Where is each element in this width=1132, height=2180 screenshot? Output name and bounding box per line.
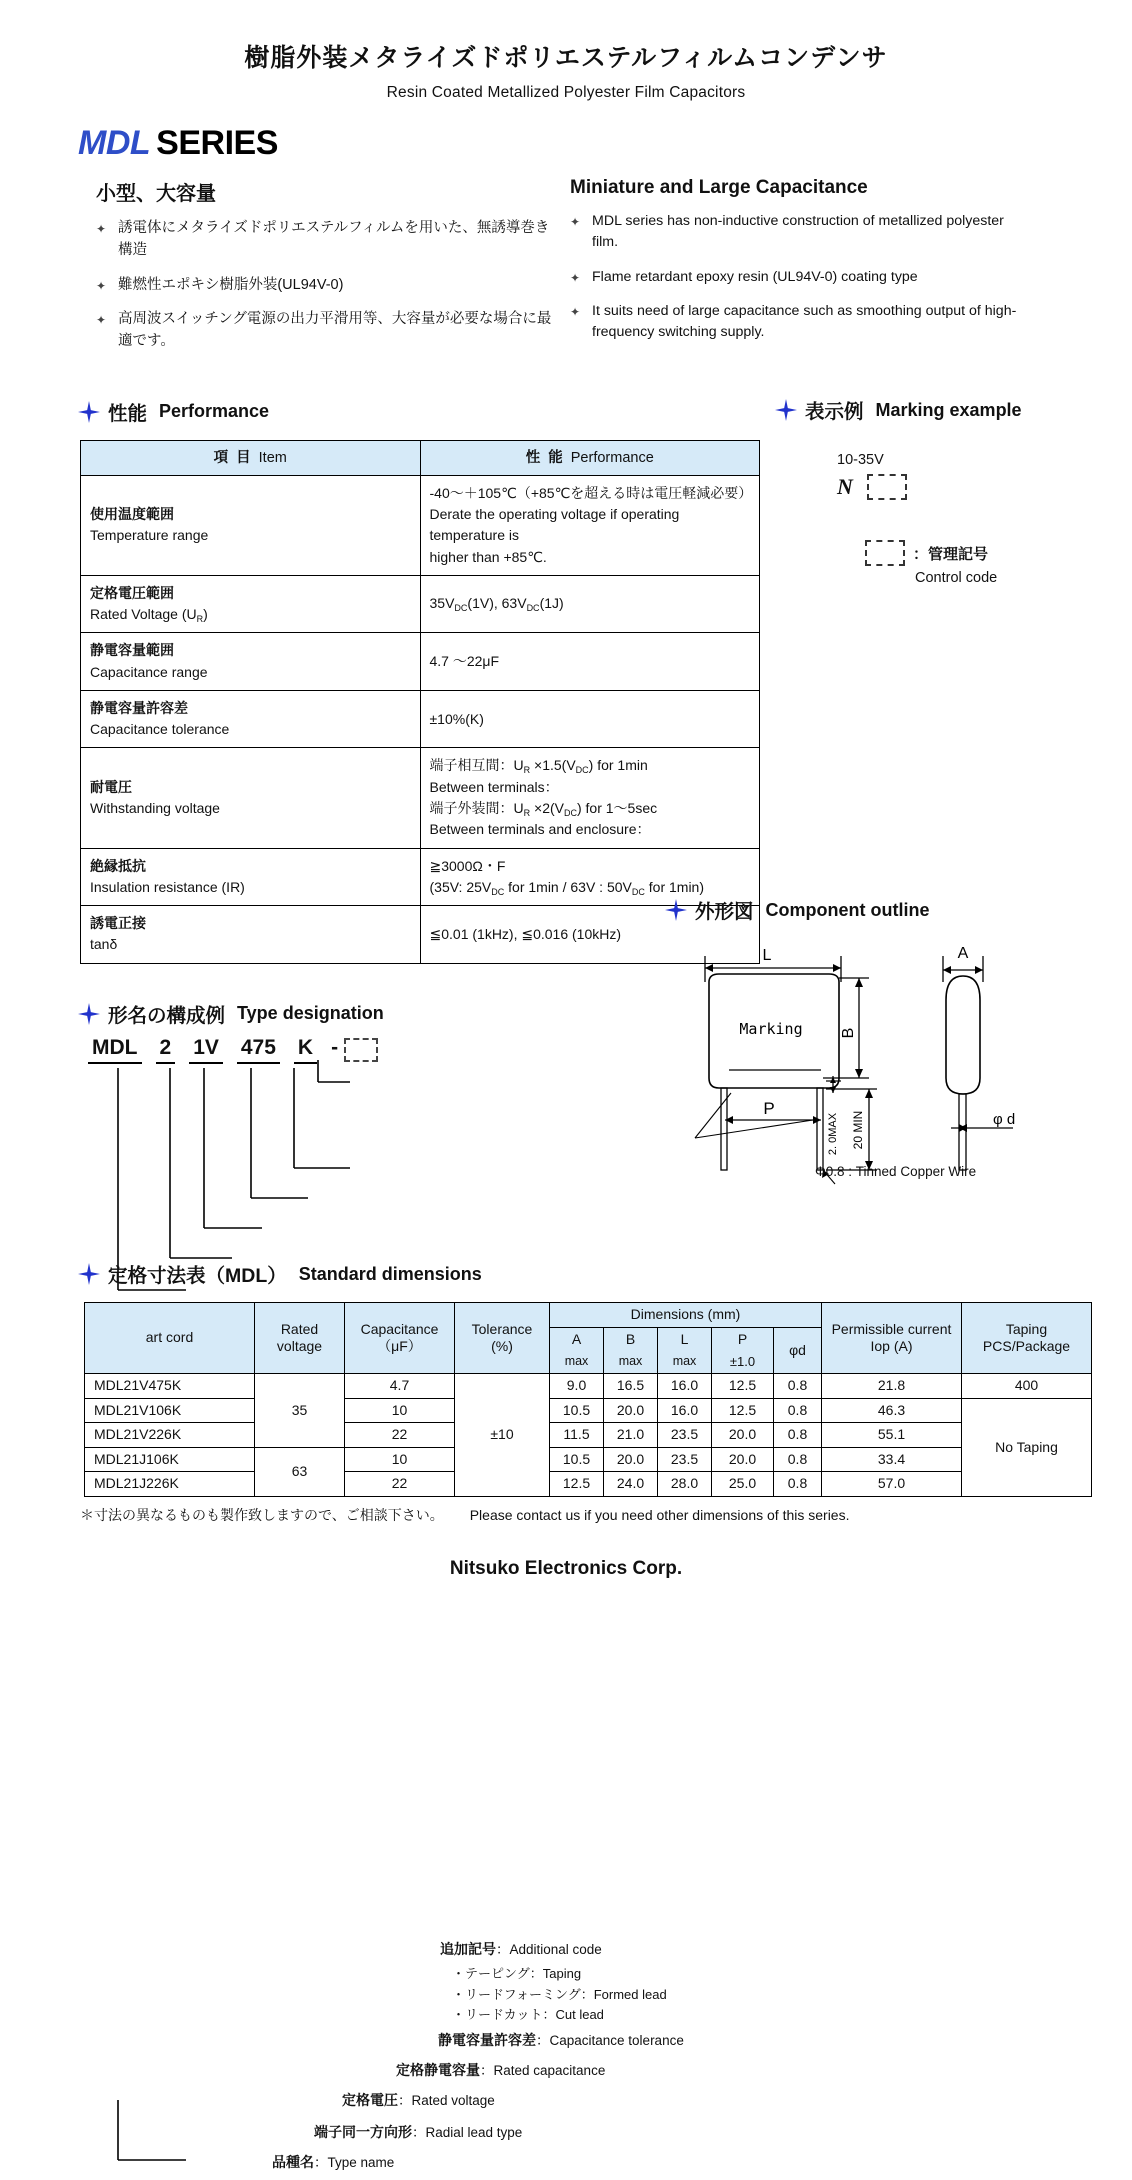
list-item [570,267,1030,288]
row-item [81,748,421,848]
row-item-en: Insulation resistance (IR) [90,878,245,895]
performance-table [80,440,760,964]
type-label-radial-lead [314,2121,522,2142]
cell-taping: 400 [962,1374,1092,1399]
dimensions-note [80,1505,1132,1525]
intro-section [0,177,1132,366]
marking-legend-jp: ：管理記号 [913,545,989,563]
marking-voltage-label: 10-35V [837,452,884,468]
row-value-line: 端子外装間：$U_R \times 2(V_{DC})$ for 1〜5sec [429,799,658,818]
row-value [420,748,760,848]
row-value [420,575,760,633]
row-item-jp: 絶縁抵抗 [90,857,146,874]
type-label-jp: 端子同一方向形 [314,2123,412,2140]
type-sub-cut-lead: ・リードカット：Cut lead [452,2006,604,2022]
code-segment-lead-type: 2 [156,1036,176,1064]
cell-art-cord: MDL21V106K [85,1398,255,1423]
svg-text:2. 0MAX: 2. 0MAX [827,1112,839,1156]
type-label-sep: ： [314,2154,328,2170]
standard-dimensions-table [84,1302,1092,1497]
component-outline-heading [665,896,1093,924]
col-performance-en: Performance [570,449,654,466]
col-capacitance [345,1303,455,1374]
bullet-text: 高周波スイッチング電源の出力平滑用等、大容量が必要な場合に最適です。 [118,311,552,349]
col-rated-voltage-l1: Rated [280,1320,319,1337]
footer-company: Nitsuko Electronics Corp. [449,1558,683,1579]
list-item [96,275,560,297]
row-value-line: ≧3000Ω・F [429,857,506,874]
svg-text:φ d: φ d [993,1111,1016,1128]
cell-B: 20.0 [604,1398,658,1423]
cell-phi-d: 0.8 [774,1398,822,1423]
row-item-en: Rated Voltage $(U_R)$ [90,606,208,625]
row-value-line: 4.7 〜22μF [429,653,500,669]
marking-example-section [775,396,1115,586]
cell-iop: 46.3 [822,1398,962,1423]
row-value-line: $35V_{DC}(1V)$, $63V_{DC}(1J)$ [429,595,564,614]
col-item-en: Item [258,449,287,466]
marking-control-code-box [867,474,907,500]
row-item-en: Withstanding voltage [90,799,220,816]
col-B: B [604,1327,658,1351]
series-title [78,124,1132,163]
cell-L: 16.0 [658,1398,712,1423]
svg-text:B: B [840,1027,857,1039]
list-item [96,309,560,353]
col-taping-l2: PCS/Package [982,1338,1071,1355]
intro-bullets-en [570,211,1030,343]
performance-heading-en: Performance [159,401,270,422]
list-item [570,301,1030,344]
code-dash: - [331,1035,339,1059]
table-row [81,906,760,964]
cell-P: 12.5 [712,1398,774,1423]
type-designation-heading-en: Type designation [237,1003,384,1024]
component-outline-drawing [663,938,1083,1188]
col-tolerance-l2: (%) [491,1338,513,1355]
cell-L: 16.0 [658,1374,712,1399]
col-A: A [550,1327,604,1351]
row-item-jp: 使用温度範囲 [90,506,174,523]
cell-B: 20.0 [604,1447,658,1472]
row-value-line: ≦0.01 (1kHz), ≦0.016 (10kHz) [429,925,622,942]
cell-P: 12.5 [712,1374,774,1399]
table-header-row [85,1303,1092,1328]
cell-tolerance: ±10 [455,1374,550,1497]
col-taping-l1: Taping [1005,1320,1048,1337]
col-P-sub: ±1.0 [712,1351,774,1374]
cell-L: 23.5 [658,1447,712,1472]
intro-bullets-jp [96,218,560,353]
cell-art-cord: MDL21J226K [85,1472,255,1497]
cell-rated-voltage-35: 35 [255,1374,345,1448]
type-label-en: Radial lead type [425,2124,523,2140]
cell-capacitance: 4.7 [345,1374,455,1399]
cell-iop: 33.4 [822,1447,962,1472]
cell-art-cord: MDL21J106K [85,1447,255,1472]
type-leader-bottom [100,2100,300,2180]
type-label-en: Capacitance tolerance [549,2032,684,2048]
row-item-en: tanδ [90,936,118,953]
marking-legend-en: Control code [915,570,998,586]
col-tolerance [455,1303,550,1374]
cell-B: 16.5 [604,1374,658,1399]
table-row [81,848,760,906]
row-value [420,475,760,575]
row-item-jp: 静電容量許容差 [90,699,188,716]
star-icon [775,399,797,421]
row-item [81,633,421,691]
table-row [81,690,760,748]
col-current-l1: Permissible current [831,1320,952,1337]
type-label-en: Type name [327,2154,395,2170]
page-title-jp: 樹脂外装メタライズドポリエステルフィルムコンデンサ [244,44,888,72]
cell-iop: 55.1 [822,1423,962,1448]
table-row [81,575,760,633]
code-segment-type-name: MDL [88,1036,142,1064]
bullet-arrow-icon: ✦ [96,278,107,293]
table-row [85,1398,1092,1423]
col-L: L [658,1327,712,1351]
col-item [81,440,421,475]
cell-iop: 57.0 [822,1472,962,1497]
row-value-line: Between terminals： [429,778,559,795]
table-header-row [81,440,760,475]
col-current-l2: Iop (A) [870,1338,913,1355]
table-row [81,633,760,691]
row-item-en: Capacitance tolerance [90,721,230,738]
cell-phi-d: 0.8 [774,1374,822,1399]
page-title-en: Resin Coated Metallized Polyester Film Capacitors [386,84,746,101]
cell-P: 25.0 [712,1472,774,1497]
type-label-jp: 静電容量許容差 [438,2031,536,2048]
intro-japanese [0,177,560,366]
row-value [420,690,760,748]
marking-code-letter: N [837,474,853,499]
row-item [81,575,421,633]
row-item-jp: 定格電圧範囲 [90,584,174,601]
standard-dimensions-section [0,1260,1132,1525]
bullet-text: Flame retardant epoxy resin (UL94V-0) coating type [592,268,918,285]
marking-heading-en: Marking example [875,399,1022,420]
type-label-sep: ： [398,2092,412,2108]
svg-text:Marking: Marking [739,1020,803,1038]
row-value-line: higher than +85℃. [429,548,547,565]
cell-A: 11.5 [550,1423,604,1448]
col-art-cord: art cord [85,1303,255,1374]
bullet-text: 難燃性エポキシ樹脂外装(UL94V-0) [118,276,344,293]
cell-phi-d: 0.8 [774,1423,822,1448]
type-sub-taping: ・テーピング：Taping [452,1965,582,1981]
cell-B: 21.0 [604,1423,658,1448]
type-label-sep: ： [496,1941,510,1957]
cell-art-cord: MDL21V226K [85,1423,255,1448]
component-outline-heading-jp: 外形図 [695,901,754,923]
type-label-sep: ： [412,2124,426,2140]
row-value-line: ±10%(K) [429,710,484,727]
marking-heading [775,396,1115,424]
col-A-sub: max [550,1351,604,1374]
bullet-arrow-icon: ✦ [570,215,581,229]
table-row [81,748,760,848]
table-row [81,475,760,575]
cell-capacitance: 10 [345,1447,455,1472]
type-label-en: Rated capacitance [493,2062,606,2078]
col-capacitance-l2: （μF） [377,1338,422,1355]
col-performance-jp: 性 能 [525,449,565,466]
type-sub-formed-lead: ・リードフォーミング：Formed lead [452,1986,667,2002]
type-label-rated-voltage [342,2089,495,2110]
type-label-en: Rated voltage [411,2092,495,2108]
table-row [85,1472,1092,1497]
row-value [420,633,760,691]
svg-text:20 MIN: 20 MIN [851,1110,865,1150]
cell-art-cord: MDL21V475K [85,1374,255,1399]
dimensions-note-jp: ＊寸法の異なるものも製作致しますので、ご相談下さい。 [80,1506,444,1523]
cell-rated-voltage-63: 63 [255,1447,345,1496]
component-outline-heading-en: Component outline [765,899,930,920]
cell-A: 10.5 [550,1447,604,1472]
list-item [570,211,1030,254]
col-tolerance-l1: Tolerance [471,1320,533,1337]
outline-wire-note: Φ0.8 : Tinned Copper Wire [815,1164,977,1179]
table-row [85,1447,1092,1472]
cell-capacitance: 10 [345,1398,455,1423]
col-capacitance-l1: Capacitance [360,1320,439,1337]
standard-dimensions-heading-en: Standard dimensions [298,1263,482,1284]
star-icon [665,899,687,921]
col-B-sub: max [604,1351,658,1374]
col-rated-voltage [255,1303,345,1374]
row-value-line: Between terminals and enclosure： [429,821,651,838]
col-rated-voltage-l2: voltage [276,1338,323,1355]
row-value-line: -40〜＋105℃（+85℃を超える時は電圧軽減必要） [429,484,753,501]
cell-iop: 21.8 [822,1374,962,1399]
marking-heading-jp: 表示例 [805,401,864,423]
bullet-text: 誘電体にメタライズドポリエステルフィルムを用いた、無誘導巻き構造 [118,220,550,258]
row-item-en: Temperature range [90,527,209,544]
type-label-sep: ： [480,2062,494,2078]
row-item [81,690,421,748]
type-label-jp: 定格静電容量 [396,2061,480,2078]
row-item [81,475,421,575]
row-value-line: Derate the operating voltage if operating temperature is [429,506,680,544]
component-outline-section [663,896,1093,1193]
cell-phi-d: 0.8 [774,1472,822,1497]
row-item-jp: 静電容量範囲 [90,642,174,659]
code-segment-voltage: 1V [189,1036,223,1064]
bullet-arrow-icon: ✦ [96,222,107,236]
col-taping [962,1303,1092,1374]
svg-text:L: L [762,947,772,964]
row-value-line: 端子相互間：$U_R \times 1.5(V_{DC})$ for 1min [429,757,648,776]
series-mark: MDL [78,124,151,162]
col-permissible-current [822,1303,962,1374]
marking-legend-row [865,540,1115,566]
cell-capacitance: 22 [345,1423,455,1448]
cell-P: 20.0 [712,1423,774,1448]
bullet-arrow-icon: ✦ [570,304,581,319]
table-row [85,1374,1092,1399]
row-value-line: (35V: $25V_{DC}$ for 1min / 63V : $50V_{DC}$ for 1min) [429,878,704,897]
cell-A: 12.5 [550,1472,604,1497]
row-item-jp: 耐電圧 [90,778,132,795]
type-label-jp: 追加記号 [440,1940,496,1957]
intro-heading-jp: 小型、大容量 [96,183,216,205]
row-item [81,906,421,964]
col-P: P [712,1327,774,1351]
cell-A: 10.5 [550,1398,604,1423]
type-label-rated-capacitance [396,2059,605,2080]
type-label-tolerance [438,2029,684,2050]
svg-text:P: P [763,1099,775,1118]
type-label-jp: 定格電圧 [342,2091,398,2108]
cell-capacitance: 22 [345,1472,455,1497]
type-label-additional-code [440,1938,602,1959]
series-word: SERIES [156,124,278,162]
bullet-text: MDL series has non-inductive construction of metallized polyester film. [592,213,1004,251]
code-segment-capacitance: 475 [237,1036,280,1064]
code-segment-tolerance: K [294,1036,317,1064]
star-icon [78,1263,100,1285]
bullet-text: It suits need of large capacitance such as smoothing output of high-frequency switching supply. [592,302,1017,341]
cell-taping-none: No Taping [962,1398,1092,1496]
row-item-jp: 誘電正接 [90,915,146,932]
legend-dashed-box-icon [865,540,905,566]
col-item-jp: 項 目 [213,449,253,466]
list-item [96,218,560,262]
table-row [85,1423,1092,1448]
cell-A: 9.0 [550,1374,604,1399]
type-label-sep: ： [536,2032,550,2048]
bullet-arrow-icon: ✦ [96,313,107,328]
cell-B: 24.0 [604,1472,658,1497]
type-designation-heading-jp: 形名の構成例 [108,1004,226,1027]
col-dimensions-group: Dimensions (mm) [550,1303,822,1328]
type-label-en: Additional code [509,1941,602,1957]
cell-L: 23.5 [658,1423,712,1448]
cell-phi-d: 0.8 [774,1447,822,1472]
svg-text:A: A [957,945,969,962]
col-phi-d: φd [774,1327,822,1374]
dimensions-note-en: Please contact us if you need other dimensions of this series. [469,1506,850,1523]
marking-code-row [837,474,1115,500]
performance-heading-jp: 性能 [108,402,148,425]
cell-L: 28.0 [658,1472,712,1497]
row-item [81,848,421,906]
cell-P: 20.0 [712,1447,774,1472]
row-item-en: Capacitance range [90,663,208,680]
bullet-arrow-icon: ✦ [570,270,581,285]
type-label-jp: 品種名 [272,2153,314,2170]
col-L-sub: max [658,1351,712,1374]
intro-heading-en: Miniature and Large Capacitance [570,177,868,198]
star-icon [78,401,100,423]
standard-dimensions-heading-jp: 定格寸法表（MDL） [108,1265,287,1287]
intro-english [560,177,1030,366]
col-performance [420,440,760,475]
standard-dimensions-heading [78,1260,1132,1288]
